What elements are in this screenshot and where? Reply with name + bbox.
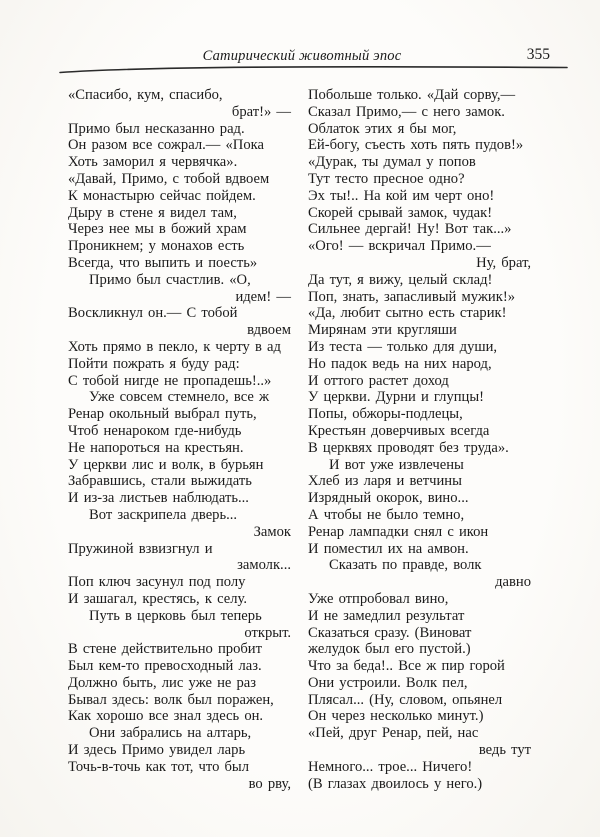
verse-line: Что за беда!.. Все ж пир горой — [308, 658, 505, 675]
verse-line: С тобой нигде не пропадешь!..» — [68, 372, 272, 389]
verse-line: Попы, обжоры-подлецы, — [308, 406, 463, 423]
verse-line: Примо был несказанно рад. — [68, 120, 245, 137]
verse-line: Дыру в стене я видел там, — [68, 204, 237, 221]
verse-line: К монастырю сейчас пойдем. — [68, 187, 256, 204]
verse-line: Пружиной взвизгнул и — [68, 540, 213, 557]
verse-line: Из теста — только для души, — [308, 338, 498, 355]
verse-line: Они устроили. Волк пел, — [308, 674, 468, 691]
verse-line: Побольше только. «Дай сорву,— — [308, 87, 516, 103]
verse-line: Вот заскрипела дверь... — [89, 506, 238, 523]
verse-line: Ну, брат, — [476, 254, 531, 271]
verse-line: Мирянам эти кругляши — [308, 322, 457, 339]
verse-line: Сильнее дергай! Ну! Вот так...» — [308, 221, 512, 238]
verse-line: идем! — — [235, 288, 291, 305]
verse-line: Изрядный окорок, вино... — [308, 490, 469, 507]
verse-line: Сказал Примо,— с него замок. — [308, 103, 505, 120]
verse-line: давно — [495, 574, 531, 591]
verse-line: Крестьян доверчивых всегда — [308, 422, 490, 439]
verse-line: Проникнем; у монахов есть — [68, 238, 245, 255]
verse-line: Сказать по правде, волк — [329, 557, 482, 574]
verse-line: Воскликнул он.— С тобой — [68, 305, 238, 322]
verse-line: И здесь Примо увидел ларь — [68, 742, 246, 759]
verse-line: У церкви лис и волк, в бурьян — [68, 456, 264, 473]
verse-line: Путь в церковь был теперь — [89, 607, 262, 624]
verse-line: Не напороться на крестьян. — [68, 439, 244, 456]
verse-line: «Да, любит сытно есть старик! — [308, 305, 507, 322]
verse-line: Точь-в-точь как тот, что был — [68, 758, 250, 775]
verse-line: Хоть заморил я червячка». — [68, 154, 238, 171]
verse-line: «Пей, друг Ренар, пей, нас — [308, 725, 479, 742]
verse-line: И поместил их на амвон. — [308, 540, 469, 557]
verse-line: «Ого! — вскричал Примо.— — [308, 238, 491, 255]
verse-line: И из-за листьев наблюдать... — [68, 490, 249, 507]
verse-line: Плясал... (Ну, словом, опьянел — [308, 691, 503, 708]
verse-line: Да тут, я вижу, целый склад! — [308, 271, 493, 288]
verse-line: во рву, — [248, 775, 291, 792]
verse-line: Ренар лампадки снял с икон — [308, 523, 489, 540]
verse-line: Тут тесто пресное одно? — [308, 170, 465, 187]
verse-line: И оттого растет доход — [308, 372, 449, 389]
verse-line: Уже совсем стемнело, все ж — [89, 389, 270, 406]
verse-line: ведь тут — [478, 742, 531, 759]
verse-line: Забравшись, стали выжидать — [68, 473, 252, 490]
verse-line: Пойти пожрать я буду рад: — [68, 355, 240, 372]
verse-line: В стене действительно пробит — [68, 641, 262, 658]
verse-line: А чтобы не было темно, — [308, 506, 465, 523]
right-column — [308, 87, 534, 792]
verse-line: (В глазах двоилось у него.) — [308, 775, 483, 792]
page-number: 355 — [526, 46, 550, 63]
verse-line: У церкви. Дурни и глупцы! — [308, 389, 485, 406]
verse-line: открыт. — [244, 624, 291, 641]
verse-line: Он разом все сожрал.— «Пока — [68, 137, 264, 154]
verse-line: Эх ты!.. На кой им черт оно! — [308, 187, 495, 204]
header-rule — [58, 64, 570, 74]
verse-line: брат!» — — [231, 103, 291, 120]
verse-line: Хоть прямо в пекло, к черту в ад — [68, 338, 281, 355]
verse-line: «Дурак, ты думал у попов — [308, 154, 476, 171]
verse-line: Должно быть, лис уже не раз — [68, 674, 257, 691]
verse-line: Через нее мы в божий храм — [68, 221, 247, 238]
verse-line: В церквях проводят без труда». — [308, 439, 509, 456]
verse-line: Как хорошо все знал здесь он. — [68, 708, 264, 725]
running-title: Сатирический животный эпос — [202, 48, 402, 64]
verse-line: Ренар окольный выбрал путь, — [68, 406, 257, 423]
verse-line: Облаток этих я бы мог, — [308, 120, 457, 137]
verse-line: желудок был его пустой.) — [308, 641, 471, 658]
verse-line: Хлеб из ларя и ветчины — [308, 473, 462, 490]
verse-line: Он через несколько минут.) — [308, 708, 484, 725]
verse-line: Поп, знать, запасливый мужик!» — [308, 288, 515, 305]
verse-line: Немного... трое... Ничего! — [308, 758, 473, 775]
verse-line: «Спасибо, кум, спасибо, — [68, 87, 223, 103]
left-column — [68, 87, 294, 792]
verse-line: Замок — [253, 523, 291, 540]
verse-line: Был кем-то превосходный лаз. — [68, 658, 262, 675]
verse-line: Но падок ведь на них народ, — [308, 355, 492, 372]
verse-line: вдвоем — [247, 322, 291, 339]
verse-line: «Давай, Примо, с тобой вдвоем — [68, 170, 270, 187]
verse-line: Чтоб ненароком где-нибудь — [68, 422, 242, 439]
verse-line: И зашагал, крестясь, к селу. — [68, 590, 247, 607]
verse-line: И не замедлил результат — [308, 607, 465, 624]
verse-line: Всегда, что выпить и поесть» — [68, 254, 258, 271]
verse-line: Они забрались на алтарь, — [89, 725, 252, 742]
verse-line: Примо был счастлив. «О, — [89, 271, 251, 288]
verse-line: Бывал здесь: волк был поражен, — [68, 691, 274, 708]
verse-line: Сказаться сразу. (Виноват — [308, 624, 472, 641]
verse-line: Ей-богу, съесть хоть пять пудов!» — [308, 137, 524, 154]
verse-line: Поп ключ засунул под полу — [68, 574, 246, 591]
verse-line: Скорей срывай замок, чудак! — [308, 204, 493, 221]
verse-line: Уже отпробовал вино, — [308, 590, 449, 607]
verse-line: замолк... — [237, 557, 291, 574]
verse-line: И вот уже извлечены — [329, 456, 464, 473]
